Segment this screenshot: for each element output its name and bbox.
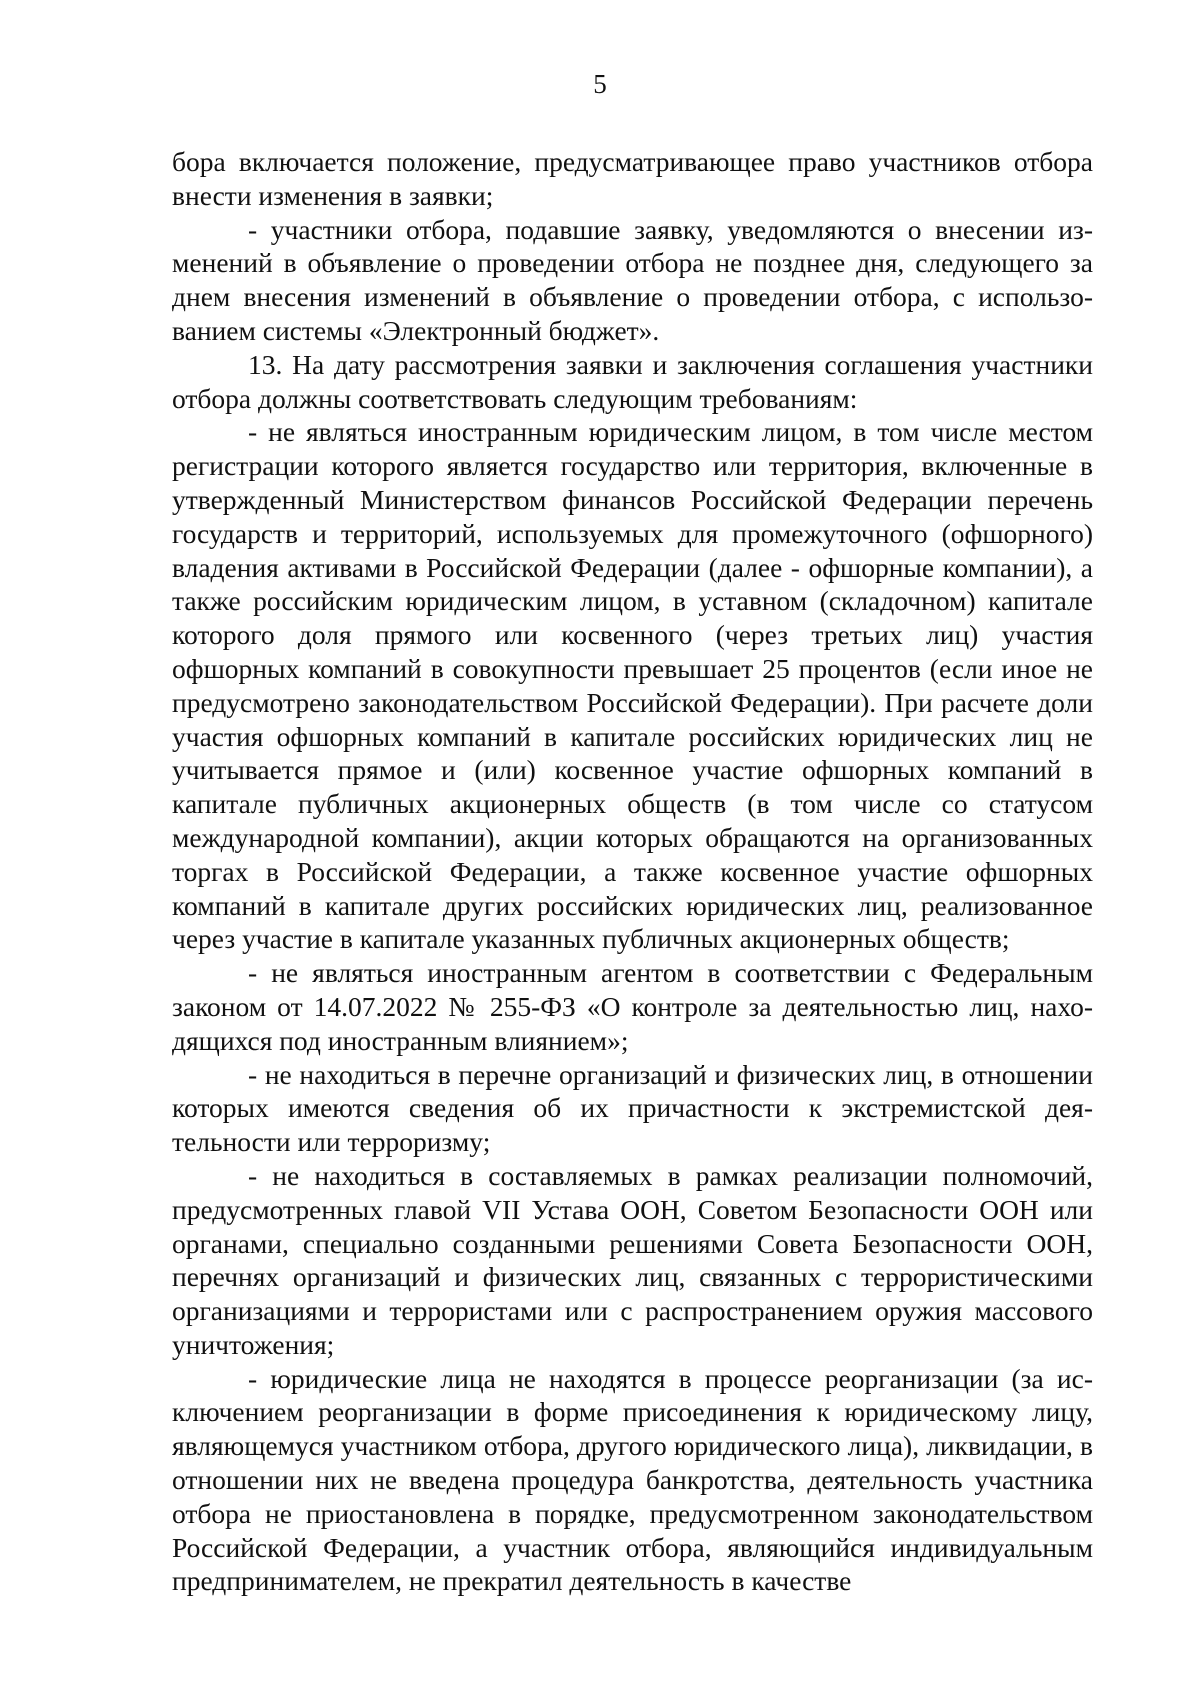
- paragraph-item-13: 13. На дату рассмотрения заявки и заключения соглашения участники отбора должны соответствовать следующим требованиям:: [172, 348, 1093, 414]
- paragraph-reorganization-requirement: - юридические лица не находятся в процессе реорганизации (за исключением реорганизации в форме присоединения к юридическому лицу, являющемуся участником отбора, другого юридического лица), ликвидации, в отношении них не введена процедура банкротства, деятельность участника отбора не приостановлена в порядке, предусмотренном законодательством Российской Федерации, а участник отбора, являющийся индивидуальным предпринимателем, не прекратил деятельность в качестве: [172, 1362, 1093, 1597]
- document-body: [172, 145, 1093, 1598]
- paragraph-un-lists-requirement: - не находиться в составляемых в рамках реализации полномочий, предусмотренных главой VII Устава ООН, Советом Безопасности ООН или органами, специально созданными решениями Совета Безопасности ООН, перечнях организаций и физических лиц, связанных с террористическими организациями и террористами или с распространением оружия массового уничтожения;: [172, 1159, 1093, 1360]
- paragraph-continuation: бора включается положение, предусматривающее право участников отбора внести изменения в заявки;: [172, 146, 1093, 211]
- paragraph-offshore-requirement: - не являться иностранным юридическим лицом, в том числе местом регистрации которого является государство или территория, включенные в утвержденный Министерством финансов Российской Федерации перечень государств и территорий, используемых для промежуточного (офшорного) владения активами в Российской Федерации (далее - офшорные компании), а также российским юридическим лицом, в уставном (складочном) капитале которого доля прямого или косвенного (через третьих лиц) участия офшорных компаний в совокупности превышает 25 процентов (если иное не предусмотрено законодательством Российской Федерации). При расчете доли участия офшорных компаний в капитале российских юридических лиц не учитывается прямое и (или) косвенное участие офшорных компаний в капитале публичных акционерных обществ (в том числе со статусом международной компании), акции которых обращаются на организованных торгах в Российской Федерации, а также косвенное участие офшорных компаний в капитале других российских юридических лиц, реализованное через участие в капитале указанных публичных акционерных обществ;: [172, 416, 1093, 955]
- paragraph-extremism-list-requirement: - не находиться в перечне организаций и физических лиц, в отношении которых имеются сведения об их причастности к экстремистской деятельности или терроризму;: [172, 1058, 1093, 1158]
- paragraph-notification-of-changes: - участники отбора, подавшие заявку, уведомляются о внесении изменений в объявление о проведении отбора не позднее дня, следующего за днем внесения изменений в объявление о проведении отбора, с использованием системы «Электронный бюджет».: [172, 213, 1093, 346]
- page-number: 5: [593, 69, 607, 99]
- paragraph-foreign-agent-requirement: - не являться иностранным агентом в соответствии с Федеральным законом от 14.07.2022 № 255-ФЗ «О контроле за деятельностью лиц, находящихся под иностранным влиянием»;: [172, 957, 1093, 1056]
